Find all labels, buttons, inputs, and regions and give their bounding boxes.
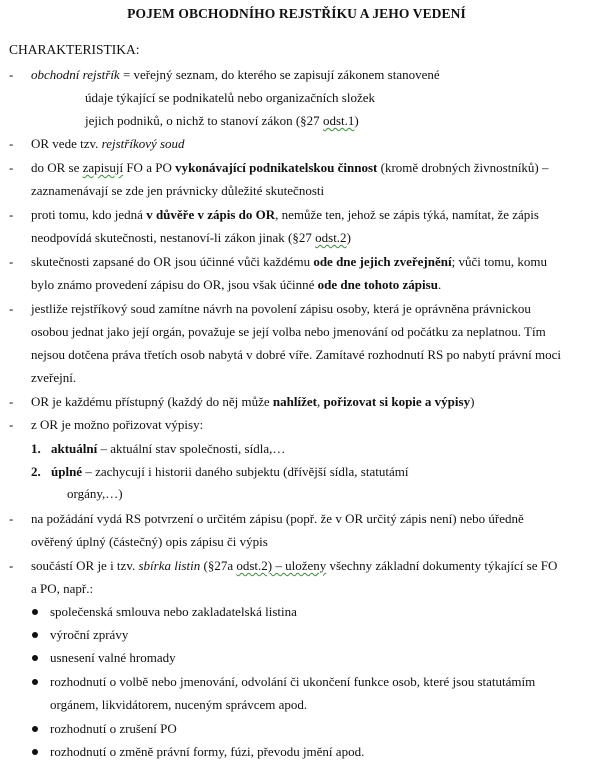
bullet-item-text: rozhodnutí o změně právní formy, fúzi, převodu jmění apod.	[50, 744, 365, 759]
list-item-text: a PO, např.:	[31, 581, 94, 596]
bullet-icon	[32, 749, 38, 755]
list-item-text: do OR se zapisují FO a PO vykonávající podnikatelskou činnost (kromě drobných živnostníků) –	[31, 160, 549, 175]
list-item-text: osobou jednat jako její orgán, považuje se její volba nebo jmenování od počátku za neplatnou. Tím	[31, 324, 546, 339]
italic-term: rejstříkový soud	[101, 136, 185, 151]
list-item-text: skutečnosti zapsané do OR jsou účinné vůči každému ode dne jejich zveřejnění; vůči tomu, komu	[31, 254, 547, 269]
list-item-text: z OR je možno pořizovat výpisy:	[31, 417, 204, 432]
list-dash: -	[9, 511, 14, 526]
bullet-item-text: rozhodnutí o volbě nebo jmenování, odvolání či ukončení funkce osob, které jsou statutámím	[50, 674, 536, 689]
list-item-text: součástí OR je i tzv. sbírka listin (§27a odst.2) – uloženy všechny základní dokumenty týkající se FO	[31, 558, 558, 573]
bullet-item-text: rozhodnutí o zrušení PO	[50, 721, 177, 736]
list-item-text: neodpovídá skutečnosti, nestanoví-li zákon jinak (§27 odst.2)	[31, 230, 351, 245]
ordered-list-number: 1.	[31, 441, 41, 456]
list-dash: -	[9, 417, 14, 432]
list-dash: -	[9, 394, 14, 409]
list-dash: -	[9, 160, 14, 175]
list-item-text: nejsou dotčena práva třetích osob nabytá v dobré víře. Zamítavé rozhodnutí RS po nabytí právní moci	[31, 347, 561, 362]
bullet-icon	[32, 679, 38, 685]
ordered-list-text: aktuální – aktuální stav společnosti, sídla,…	[51, 441, 286, 456]
list-item-text: proti tomu, kdo jedná v důvěře v zápis do OR, nemůže ten, jehož se zápis týká, namítat, že zápis	[31, 207, 539, 222]
list-dash: -	[9, 558, 14, 573]
spellcheck-mark: odst.2	[315, 230, 347, 245]
bullet-icon	[32, 609, 38, 615]
spellcheck-mark: zapisují	[82, 160, 124, 175]
bullet-icon	[32, 632, 38, 638]
bullet-icon	[32, 655, 38, 661]
list-item-text: jestliže rejstříkový soud zamítne návrh na povolení zápisu osoby, která je oprávněna právnickou	[31, 301, 531, 316]
spellcheck-mark: odst.1	[322, 113, 355, 128]
bullet-item-text: společenská smlouva nebo zakladatelská listina	[50, 604, 297, 619]
ordered-list-number: 2.	[31, 464, 41, 479]
list-item-text: zaznamenávají se zde jen právnicky důležité skutečnosti	[31, 183, 325, 198]
list-item-text: OR je každému přístupný (každý do něj může nahlížet, pořizovat si kopie a výpisy)	[31, 394, 475, 409]
ordered-list-text: orgány,…)	[67, 486, 123, 501]
list-dash: -	[9, 67, 14, 82]
italic-term: sbírka listin	[138, 558, 201, 573]
list-item-text: zveřejní.	[31, 370, 77, 385]
list-dash: -	[9, 207, 14, 222]
list-dash: -	[9, 301, 14, 316]
list-item-text: na požádání vydá RS potvrzení o určitém zápisu (popř. že v OR určitý zápis není) nebo úředně	[31, 511, 524, 526]
italic-term: obchodní rejstřík	[31, 67, 120, 82]
list-item-text: obchodní rejstřík = veřejný seznam, do kterého se zapisují zákonem stanovené	[31, 67, 440, 82]
bullet-item-text: orgánem, likvidátorem, nuceným správcem apod.	[50, 697, 308, 712]
section-heading: CHARAKTERISTIKA:	[9, 42, 140, 57]
list-item-text: bylo známo provedení zápisu do OR, jsou však účinné ode dne tohoto zápisu.	[31, 277, 442, 292]
list-dash: -	[9, 254, 14, 269]
bullet-icon	[32, 726, 38, 732]
spellcheck-mark: odst.2) – uloženy	[236, 558, 327, 573]
list-item-text: OR vede tzv. rejstříkový soud	[31, 136, 185, 151]
bullet-item-text: usnesení valné hromady	[50, 650, 176, 665]
page-title: POJEM OBCHODNÍHO REJSTŘÍKU A JEHO VEDENÍ	[127, 6, 466, 21]
bullet-item-text: výroční zprávy	[50, 627, 129, 642]
ordered-list-text: úplné – zachycují i historii daného subjektu (dřívější sídla, statutámí	[51, 464, 409, 479]
list-item-text: ověřený úplný (částečný) opis zápisu či výpis	[31, 534, 268, 549]
list-dash: -	[9, 136, 14, 151]
list-item-text: jejich podniků, o nichž to stanoví zákon (§27 odst.1)	[85, 113, 359, 128]
list-item-text: údaje týkající se podnikatelů nebo organizačních složek	[85, 90, 375, 105]
